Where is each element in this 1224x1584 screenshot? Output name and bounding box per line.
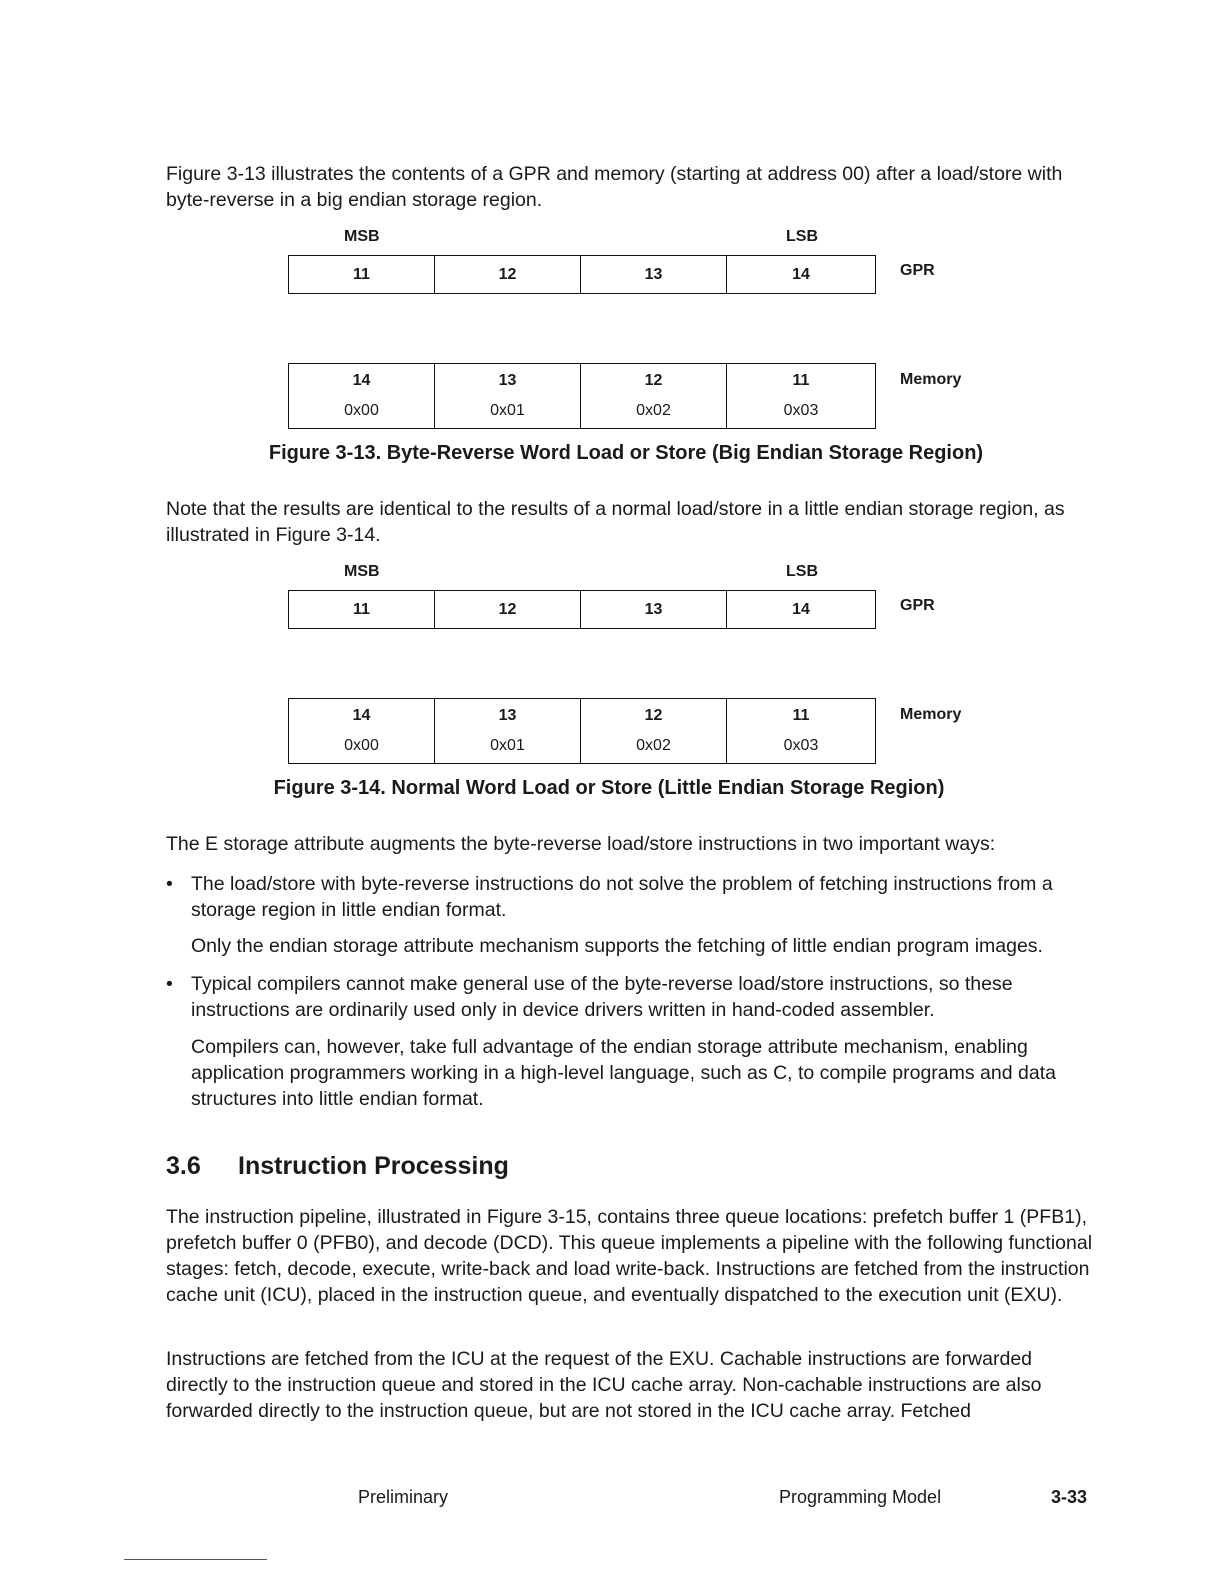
memory-label: Memory [900, 706, 962, 723]
gpr-byte-1: 12 [435, 591, 581, 628]
msb-label: MSB [344, 228, 380, 245]
memory-cell-3 [727, 699, 875, 763]
gpr-byte-1: 12 [435, 256, 581, 293]
memory-bytes [288, 698, 876, 764]
memory-value: 11 [792, 707, 810, 724]
memory-cell-0 [289, 364, 435, 428]
note-paragraph: Note that the results are identical to the results of a normal load/store in a little endian storage region, as illustrated in Figure 3-14. [166, 498, 1065, 546]
msb-label: MSB [344, 563, 380, 580]
memory-cell-0 [289, 699, 435, 763]
figure-caption: Figure 3-14. Normal Word Load or Store (Little Endian Storage Region) [273, 777, 945, 799]
memory-cell-2 [581, 699, 727, 763]
memory-address: 0x03 [783, 402, 819, 419]
memory-address: 0x02 [636, 737, 671, 754]
section-number: 3.6 [166, 1152, 201, 1180]
memory-value: 12 [644, 372, 663, 389]
memory-value: 11 [792, 372, 810, 389]
memory-address: 0x02 [636, 402, 671, 419]
section-heading [166, 1152, 509, 1181]
gpr-byte-3: 14 [792, 265, 810, 283]
page-number: 3-33 [1051, 1487, 1088, 1507]
gpr-label: GPR [900, 597, 935, 614]
e-attribute-paragraph: The E storage attribute augments the byte-reverse load/store instructions in two important ways: [166, 833, 996, 855]
bottom-rule [124, 1559, 267, 1560]
bullet-marker: • [166, 873, 173, 895]
memory-value: 12 [644, 707, 663, 724]
gpr-label: GPR [900, 262, 935, 279]
lsb-label: LSB [786, 228, 818, 245]
bullet-2-followup: Compilers can, however, take full advantage of the endian storage attribute mechanism, enabling application programmers working in a high-level language, such as C, to compile programs and data structures into little endian format. [191, 1036, 1056, 1110]
memory-cell-1 [435, 699, 581, 763]
memory-value: 14 [352, 372, 371, 389]
memory-cell-1 [435, 364, 581, 428]
bullet-2-text: Typical compilers cannot make general use of the byte-reverse load/store instructions, so these instructions are ordinarily used only in device drivers written in hand-coded assembler. [191, 973, 1013, 1021]
intro-paragraph: Figure 3-13 illustrates the contents of a GPR and memory (starting at address 00) after a load/store with byte-reverse in a big endian storage region. [166, 163, 1063, 211]
memory-value: 13 [498, 372, 517, 389]
gpr-byte-0: 11 [289, 591, 435, 628]
memory-address: 0x00 [344, 402, 379, 419]
fetch-paragraph: Instructions are fetched from the ICU at the request of the EXU. Cachable instructions are forwarded directly to the instruction queue and stored in the ICU cache array. Non-cachable instructions are also forwarded directly to the instruction queue, but are not stored in the ICU cache array. Fetched [166, 1348, 1042, 1422]
memory-cell-2 [581, 364, 727, 428]
bullet-marker: • [166, 973, 173, 995]
gpr-byte-3: 14 [792, 600, 810, 618]
gpr-byte-0: 11 [289, 256, 435, 293]
memory-address: 0x01 [490, 402, 525, 419]
section-title: Instruction Processing [238, 1152, 509, 1180]
memory-value: 13 [498, 707, 517, 724]
footer-chapter: Programming Model [779, 1487, 942, 1507]
bullet-1-text: The load/store with byte-reverse instructions do not solve the problem of fetching instructions from a storage region in little endian format. [191, 873, 1053, 921]
memory-label: Memory [900, 371, 962, 388]
gpr-register [288, 255, 876, 294]
lsb-label: LSB [786, 563, 818, 580]
bullet-1-followup: Only the endian storage attribute mechanism supports the fetching of little endian program images. [191, 935, 1043, 957]
footer-status: Preliminary [358, 1487, 449, 1507]
figure-caption: Figure 3-13. Byte-Reverse Word Load or Store (Big Endian Storage Region) [268, 442, 984, 464]
gpr-byte-2: 13 [581, 256, 727, 293]
memory-value: 14 [352, 707, 371, 724]
memory-address: 0x03 [783, 737, 819, 754]
memory-bytes [288, 363, 876, 429]
pipeline-paragraph: The instruction pipeline, illustrated in Figure 3-15, contains three queue locations: prefetch buffer 1 (PFB1), prefetch buffer 0 (PFB0), and decode (DCD). This queue implements a pipeline with the following functional stages: fetch, decode, execute, write-back and load write-back. Instructions are fetched from the instruction cache unit (ICU), placed in the instruction queue, and eventually dispatched to the execution unit (EXU). [166, 1206, 1093, 1306]
memory-address: 0x01 [490, 737, 525, 754]
memory-address: 0x00 [344, 737, 379, 754]
memory-cell-3 [727, 364, 875, 428]
gpr-register [288, 590, 876, 629]
gpr-byte-2: 13 [581, 591, 727, 628]
